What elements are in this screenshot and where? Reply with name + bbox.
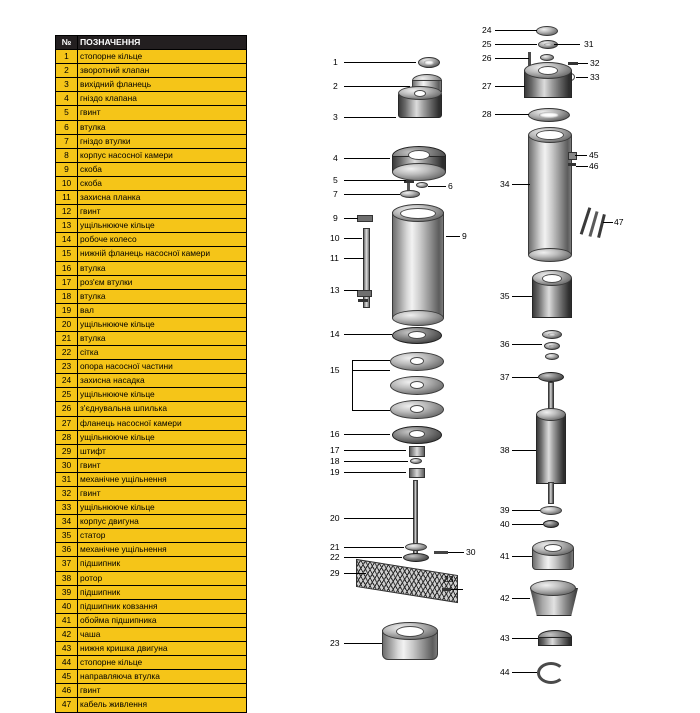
part-shape-34-bore [536, 130, 564, 140]
leader-45 [575, 155, 587, 156]
legend-cell-name: направляюча втулка [78, 670, 247, 684]
legend-row [56, 529, 247, 543]
leader-13 [344, 334, 392, 335]
leader-14-mid [352, 370, 390, 371]
legend-row [56, 261, 247, 275]
legend-cell-name: обойма підшипника [78, 613, 247, 627]
legend-cell-number: 28 [56, 430, 78, 444]
legend-row [56, 78, 247, 92]
part-shape-29-pin [434, 551, 448, 554]
leader-35 [512, 296, 532, 297]
leader-16 [344, 450, 406, 451]
part-shape-8-housing-bore [400, 208, 436, 219]
leader-24 [495, 30, 537, 31]
legend-cell-number: 26 [56, 402, 78, 416]
callout-29: 30 [466, 547, 476, 557]
leader-40 [512, 524, 543, 525]
callout-26: 26 [482, 53, 492, 63]
part-shape-46-screw [568, 163, 576, 166]
part-shape-30-screw [442, 588, 451, 591]
legend-cell-name: підшипник [78, 585, 247, 599]
legend-cell-number: 29 [56, 444, 78, 458]
legend-cell-name: чаша [78, 627, 247, 641]
leader-38 [512, 450, 536, 451]
part-shape-37-bearing [538, 372, 564, 382]
legend-cell-name: гвинт [78, 458, 247, 472]
legend-cell-number: 27 [56, 416, 78, 430]
legend-cell-number: 15 [56, 247, 78, 261]
part-shape-35-bore [542, 274, 562, 283]
part-shape-24-protective-cap [536, 26, 558, 36]
legend-cell-number: 35 [56, 529, 78, 543]
legend-cell-name: з'єднувальна шпилька [78, 402, 247, 416]
legend-row [56, 317, 247, 331]
legend-cell-number: 13 [56, 219, 78, 233]
legend-row [56, 402, 247, 416]
legend-cell-number: 39 [56, 585, 78, 599]
leader-9-left [344, 218, 358, 219]
callout-39: 39 [500, 505, 510, 515]
callout-21: 22 [330, 552, 340, 562]
leader-44 [512, 672, 537, 673]
callout-7: 7 [333, 189, 338, 199]
leader-46 [576, 166, 588, 167]
part-shape-15-bore [409, 430, 425, 438]
leader-31 [554, 44, 580, 45]
legend-row [56, 557, 247, 571]
legend-cell-name: підшипник [78, 557, 247, 571]
part-shape-38-rotor-shaft-bottom [548, 482, 554, 504]
leader-15 [344, 434, 390, 435]
callout-47: 47 [614, 217, 624, 227]
callout-19: 20 [330, 513, 340, 523]
legend-row [56, 515, 247, 529]
legend-row [56, 162, 247, 176]
callout-37: 37 [500, 372, 510, 382]
legend-cell-number: 1 [56, 50, 78, 64]
callout-14: 15 [330, 365, 340, 375]
callout-45: 45 [589, 150, 599, 160]
callout-22: 29 [330, 568, 340, 578]
part-shape-28-sealing-ring [528, 108, 570, 122]
part-shape-43-cover-body [538, 637, 572, 646]
part-shape-36-seal-1 [542, 330, 562, 339]
legend-cell-name: корпус насосної камери [78, 148, 247, 162]
callout-1: 1 [333, 57, 338, 67]
leader-14-top [352, 360, 390, 361]
callout-13: 14 [330, 329, 340, 339]
legend-cell-number: 19 [56, 303, 78, 317]
legend-cell-name: штифт [78, 444, 247, 458]
legend-row [56, 92, 247, 106]
leader-17 [344, 461, 408, 462]
legend-cell-name: ротор [78, 571, 247, 585]
legend-row [56, 444, 247, 458]
part-shape-14-impeller-1-bore [410, 357, 424, 365]
legend-cell-name: опора насосної частини [78, 360, 247, 374]
legend-cell-number: 32 [56, 487, 78, 501]
legend-cell-number: 24 [56, 374, 78, 388]
legend-row [56, 275, 247, 289]
legend-cell-name: ущільнююче кільце [78, 317, 247, 331]
legend-row [56, 613, 247, 627]
legend-row [56, 599, 247, 613]
legend-cell-name: гвинт [78, 106, 247, 120]
leader-7 [344, 194, 400, 195]
legend-row [56, 670, 247, 684]
legend-cell-name: гвинт [78, 205, 247, 219]
legend-cell-number: 9 [56, 162, 78, 176]
callout-35: 35 [500, 291, 510, 301]
legend-cell-number: 17 [56, 275, 78, 289]
legend-cell-name: нижній фланець насосної камери [78, 247, 247, 261]
callout-17: 18 [330, 456, 340, 466]
legend-cell-name: втулка [78, 289, 247, 303]
legend-cell-name: робоче колесо [78, 233, 247, 247]
callout-12: 13 [330, 285, 340, 295]
part-shape-36-seal-3 [545, 353, 559, 360]
legend-cell-number: 31 [56, 472, 78, 486]
leader-6 [428, 186, 446, 187]
legend-row [56, 205, 247, 219]
part-shape-23-bore [396, 626, 424, 637]
legend-cell-number: 2 [56, 64, 78, 78]
part-shape-31-mechanical-seal [540, 54, 554, 61]
legend-cell-number: 40 [56, 599, 78, 613]
legend-cell-name: захисна планка [78, 191, 247, 205]
leader-29 [448, 552, 464, 553]
legend-cell-name: сітка [78, 346, 247, 360]
part-shape-22-mesh-screen [356, 559, 458, 603]
leader-39 [512, 510, 540, 511]
legend-cell-name: ущільнююче кільце [78, 388, 247, 402]
part-shape-7-bushing-seat [400, 190, 420, 198]
callout-27: 27 [482, 81, 492, 91]
legend-cell-name: гвинт [78, 684, 247, 698]
leader-33 [576, 77, 588, 78]
callout-23: 23 [330, 638, 340, 648]
leader-21 [344, 557, 402, 558]
legend-cell-name: скоба [78, 162, 247, 176]
part-shape-47-power-cable-3 [597, 214, 606, 238]
legend-cell-number: 14 [56, 233, 78, 247]
part-shape-42-bowl-top [530, 580, 576, 596]
part-shape-45-guide-bushing [568, 152, 577, 160]
leader-34 [512, 184, 530, 185]
callout-20: 21 [330, 542, 340, 552]
legend-row [56, 472, 247, 486]
legend-cell-number: 7 [56, 134, 78, 148]
part-shape-14-impeller-2-bore [410, 381, 424, 389]
callout-30: 23 [444, 574, 454, 584]
leader-42 [512, 598, 530, 599]
leader-41 [512, 556, 532, 557]
legend-row [56, 64, 247, 78]
part-shape-9-bracket-upper [357, 215, 373, 222]
legend-cell-name: ущільнююче кільце [78, 501, 247, 515]
leader-27 [495, 86, 525, 87]
part-shape-41-bore [544, 544, 562, 552]
legend-row [56, 585, 247, 599]
legend-row [56, 684, 247, 698]
legend-row [56, 416, 247, 430]
leader-4 [344, 158, 390, 159]
part-shape-38-rotor-body [536, 414, 566, 484]
part-shape-18-bushing [409, 468, 425, 478]
legend-cell-name: статор [78, 529, 247, 543]
legend-cell-number: 34 [56, 515, 78, 529]
callout-31: 31 [584, 39, 594, 49]
callout-46: 46 [589, 161, 599, 171]
legend-cell-name: стопорне кільце [78, 656, 247, 670]
part-shape-36-seal-2 [544, 342, 560, 350]
legend-row [56, 289, 247, 303]
legend-row [56, 303, 247, 317]
leader-12 [344, 290, 358, 291]
part-shape-20-sealing-ring [405, 543, 427, 551]
leader-18 [344, 472, 406, 473]
legend-cell-name: втулка [78, 261, 247, 275]
legend-cell-name: зворотний клапан [78, 64, 247, 78]
leader-3 [344, 117, 396, 118]
legend-cell-number: 3 [56, 78, 78, 92]
legend-cell-name: підшипник ковзання [78, 599, 247, 613]
callout-34: 34 [500, 179, 510, 189]
part-shape-44-retaining-ring [537, 662, 565, 684]
leader-9-right [446, 236, 460, 237]
leader-1 [344, 62, 416, 63]
legend-cell-number: 46 [56, 684, 78, 698]
legend-row [56, 331, 247, 345]
callout-24: 24 [482, 25, 492, 35]
leader-2 [344, 86, 410, 87]
leader-36 [512, 344, 542, 345]
legend-cell-name: втулка [78, 120, 247, 134]
leader-43 [512, 638, 538, 639]
legend-row [56, 247, 247, 261]
callout-41: 41 [500, 551, 510, 561]
part-shape-14-impeller-3-bore [410, 405, 424, 413]
legend-row [56, 50, 247, 64]
legend-row [56, 360, 247, 374]
legend-row [56, 642, 247, 656]
leader-22 [344, 573, 366, 574]
part-shape-8-housing-bottom [392, 310, 444, 326]
legend-cell-number: 25 [56, 388, 78, 402]
leader-30 [451, 589, 463, 590]
legend-row [56, 501, 247, 515]
legend-cell-number: 44 [56, 656, 78, 670]
part-shape-6-bushing [416, 182, 428, 188]
callout-25: 25 [482, 39, 492, 49]
part-shape-3-bore [414, 90, 426, 97]
legend-cell-number: 5 [56, 106, 78, 120]
callout-44: 44 [500, 667, 510, 677]
leader-23 [344, 643, 382, 644]
legend-cell-number: 47 [56, 698, 78, 712]
legend-row [56, 388, 247, 402]
legend-cell-name: ущільнююче кільце [78, 430, 247, 444]
legend-row [56, 233, 247, 247]
legend-cell-name: фланець насосної камери [78, 416, 247, 430]
legend-cell-number: 42 [56, 627, 78, 641]
legend-cell-name: механічне ущільнення [78, 543, 247, 557]
legend-cell-number: 8 [56, 148, 78, 162]
legend-header-row [56, 36, 247, 50]
parts-legend-table [55, 35, 247, 713]
callout-42: 42 [500, 593, 510, 603]
leader-5 [344, 180, 406, 181]
legend-row [56, 698, 247, 712]
callout-11: 11 [330, 253, 339, 263]
legend-cell-number: 36 [56, 543, 78, 557]
legend-cell-name: втулка [78, 331, 247, 345]
legend-row [56, 627, 247, 641]
legend-cell-number: 41 [56, 613, 78, 627]
part-shape-27-bore [538, 66, 558, 75]
legend-cell-number: 21 [56, 331, 78, 345]
leader-14-spine [352, 360, 353, 410]
legend-cell-name: нижня кришка двигуна [78, 642, 247, 656]
part-shape-34-motor-housing-bottom [528, 248, 572, 262]
callout-28: 28 [482, 109, 492, 119]
part-shape-17-bushing-joint [410, 458, 422, 464]
part-shape-8-pump-chamber-housing [392, 212, 444, 318]
part-shape-21-bushing [403, 553, 429, 562]
leader-19 [344, 518, 414, 519]
legend-cell-name: стопорне кільце [78, 50, 247, 64]
leader-10 [344, 238, 362, 239]
legend-cell-name: ущільнююче кільце [78, 219, 247, 233]
legend-cell-number: 10 [56, 176, 78, 190]
legend-row [56, 134, 247, 148]
part-shape-32-screw [568, 62, 578, 65]
leader-26 [495, 58, 529, 59]
leader-11 [344, 258, 364, 259]
legend-cell-name: скоба [78, 176, 247, 190]
callout-10: 10 [330, 233, 340, 243]
part-shape-34-motor-housing [528, 135, 572, 255]
legend-header-name: ПОЗНАЧЕННЯ [78, 36, 247, 50]
legend-cell-name: кабель живлення [78, 698, 247, 712]
legend-row [56, 148, 247, 162]
legend-cell-number: 22 [56, 346, 78, 360]
legend-cell-number: 23 [56, 360, 78, 374]
callout-9: 9 [462, 231, 467, 241]
part-shape-40-sliding-bearing [543, 520, 559, 528]
part-shape-12-screw [358, 299, 368, 302]
leader-20 [344, 547, 404, 548]
legend-cell-number: 38 [56, 571, 78, 585]
callout-32: 32 [590, 58, 600, 68]
legend-cell-name: гніздо втулки [78, 134, 247, 148]
legend-cell-number: 12 [56, 205, 78, 219]
callout-33: 33 [590, 72, 600, 82]
leader-37 [512, 377, 538, 378]
legend-cell-number: 6 [56, 120, 78, 134]
callout-5: 5 [333, 175, 338, 185]
legend-row [56, 656, 247, 670]
callout-36: 36 [500, 339, 510, 349]
callout-2: 2 [333, 81, 338, 91]
callout-6: 6 [448, 181, 453, 191]
legend-cell-name: механічне ущільнення [78, 472, 247, 486]
callout-40: 40 [500, 519, 510, 529]
legend-header-num: № [56, 36, 78, 50]
legend-cell-name: захисна насадка [78, 374, 247, 388]
legend-cell-name: вихідний фланець [78, 78, 247, 92]
legend-row [56, 191, 247, 205]
legend-cell-name: гніздо клапана [78, 92, 247, 106]
legend-row [56, 543, 247, 557]
part-shape-13-bore [408, 331, 426, 339]
legend-row [56, 487, 247, 501]
callout-3: 3 [333, 112, 338, 122]
part-shape-4-valve-seat-bottom [392, 163, 446, 181]
callout-15: 16 [330, 429, 340, 439]
leader-14-bottom [352, 410, 390, 411]
legend-row [56, 571, 247, 585]
part-shape-10-bracket-lower [357, 290, 372, 297]
legend-row [56, 430, 247, 444]
leader-28 [495, 114, 529, 115]
callout-38: 38 [500, 445, 510, 455]
leader-47 [603, 222, 613, 223]
legend-row [56, 458, 247, 472]
callout-16: 17 [330, 445, 340, 455]
callout-43: 43 [500, 633, 510, 643]
legend-cell-number: 11 [56, 191, 78, 205]
legend-row [56, 120, 247, 134]
legend-row [56, 346, 247, 360]
part-shape-38-rotor-top [536, 408, 566, 421]
legend-cell-number: 16 [56, 261, 78, 275]
legend-cell-name: гвинт [78, 487, 247, 501]
legend-cell-name: вал [78, 303, 247, 317]
legend-cell-number: 45 [56, 670, 78, 684]
legend-row [56, 219, 247, 233]
legend-cell-number: 20 [56, 317, 78, 331]
leader-25 [495, 44, 537, 45]
legend-cell-name: корпус двигуна [78, 515, 247, 529]
callout-18: 19 [330, 467, 340, 477]
part-shape-16-bushing [409, 446, 425, 457]
legend-row [56, 374, 247, 388]
legend-cell-number: 4 [56, 92, 78, 106]
callout-9-left: 9 [333, 213, 338, 223]
legend-row [56, 176, 247, 190]
legend-cell-number: 18 [56, 289, 78, 303]
callout-4: 4 [333, 153, 338, 163]
legend-cell-name: роз'єм втулки [78, 275, 247, 289]
part-shape-39-bearing [540, 506, 562, 515]
legend-cell-number: 37 [56, 557, 78, 571]
legend-cell-number: 33 [56, 501, 78, 515]
part-shape-1-retaining-ring [418, 57, 440, 68]
legend-cell-number: 43 [56, 642, 78, 656]
leader-32 [578, 63, 588, 64]
part-shape-4-bore [408, 150, 430, 160]
legend-cell-number: 30 [56, 458, 78, 472]
legend-row [56, 106, 247, 120]
